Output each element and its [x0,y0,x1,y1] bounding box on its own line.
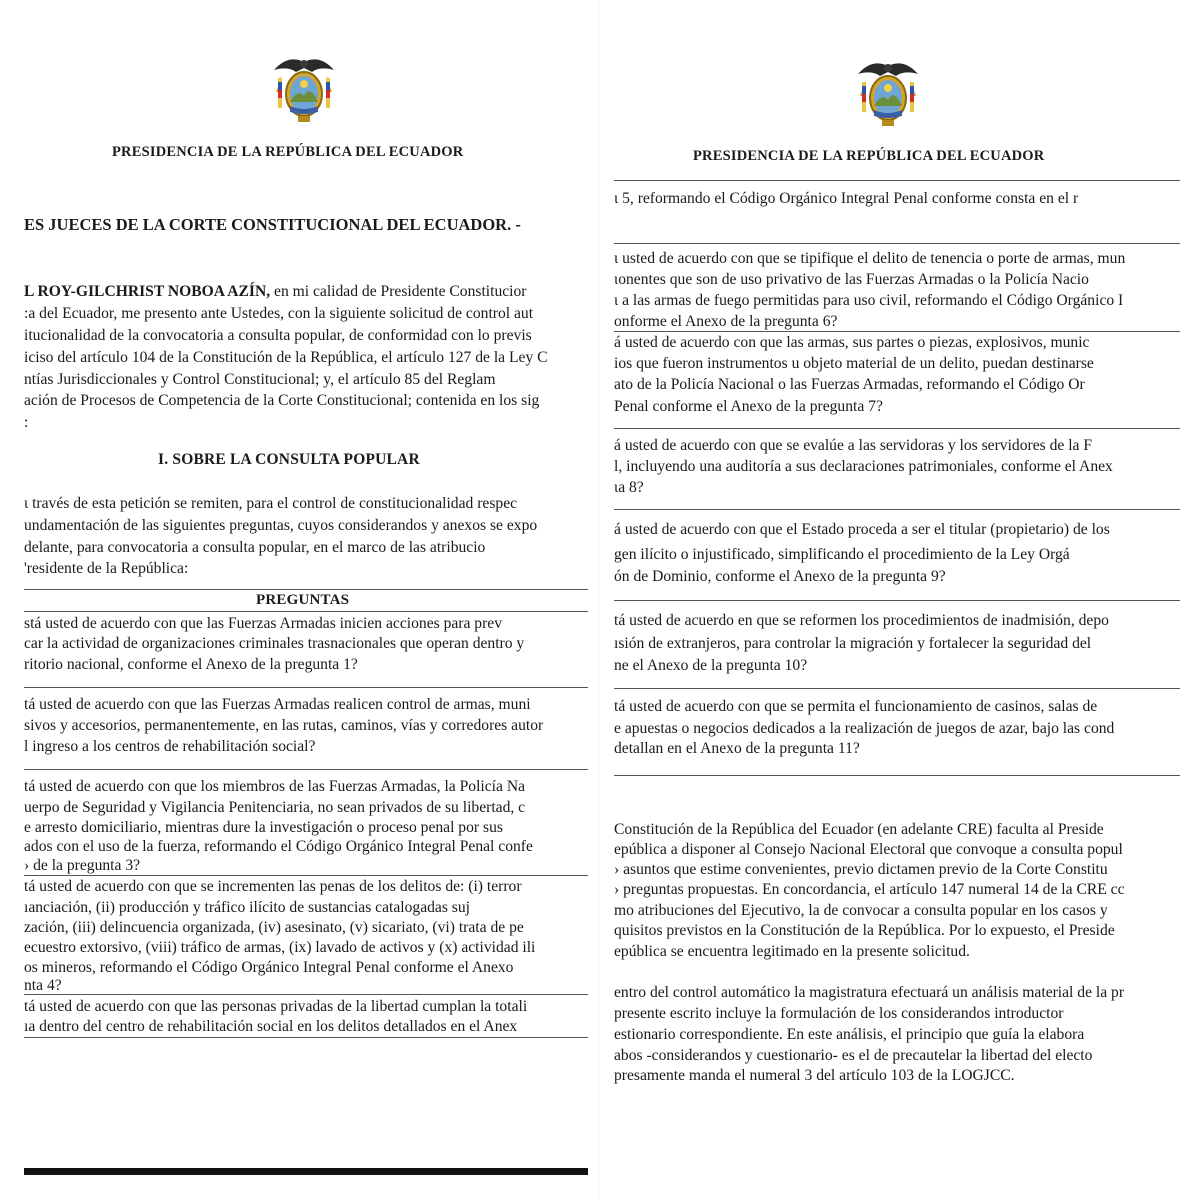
question-4-line: ıanciación, (ii) producción y tráfico ilícito de sustancias catalogadas suj [24,899,470,916]
section-line: delante, para convocatoria a consulta popular, en el marco de las atribucio [24,539,486,556]
ecuador-coat-of-arms-icon [268,52,340,126]
paragraph-1-line: Constitución de la República del Ecuador (en adelante CRE) faculta al Preside [614,821,1104,838]
question-3-line: uerpo de Seguridad y Vigilancia Penitenciaria, no sean privados de su libertad, c [24,799,526,816]
paragraph-2-line: estionario correspondiente. En este análisis, el principio que guía la elabora [614,1026,1085,1043]
question-6-line: ι a las armas de fuego permitidas para uso civil, reformando el Código Orgánico I [614,292,1124,309]
question-4-line: nta 4? [24,977,62,994]
question-8-line: á usted de acuerdo con que se evalúe a las servidoras y los servidores de la F [614,437,1093,454]
paragraph-2-line: entro del control automático la magistratura efectuará un análisis material de la pr [614,984,1125,1001]
intro-line: : [24,414,29,431]
paragraph-1-line: epública se encuentra legitimado en la presente solicitud. [614,943,970,960]
question-10-line: ne el Anexo de la pregunta 10? [614,657,808,674]
intro-line: ación de Procesos de Competencia de la Corte Constitucional; contenida en los sig [24,392,540,409]
right-document-page [600,0,1200,1200]
question-7-line: Penal conforme el Anexo de la pregunta 7? [614,398,883,415]
table-rule [614,428,1180,429]
question-1-line: stá usted de acuerdo con que las Fuerzas Armadas inicien acciones para prev [24,615,503,632]
question-9-line: ón de Dominio, conforme el Anexo de la pregunta 9? [614,568,946,585]
paragraph-1-line: mo atribuciones del Ejecutivo, la de convocar a consulta popular en los casos y [614,902,1108,919]
table-header: PREGUNTAS [256,592,350,608]
question-8-line: ιa 8? [614,479,644,496]
table-rule [614,180,1180,181]
intro-line: :a del Ecuador, me presento ante Ustedes, con la siguiente solicitud de control aut [24,305,534,322]
question-8-line: l, incluyendo una auditoría a sus declaraciones patrimoniales, conforme el Anex [614,458,1113,475]
question-4-line: os mineros, reformando el Código Orgánico Integral Penal conforme el Anexo [24,959,514,976]
page-header: PRESIDENCIA DE LA REPÚBLICA DEL ECUADOR [693,148,1045,164]
paragraph-2-line: presamente manda el numeral 3 del artículo 103 de la LOGJCC. [614,1067,1015,1084]
question-4-line: zación, (iii) delincuencia organizada, (iv) asesinato, (v) sicariato, (vi) trata de pe [24,919,524,936]
intro-line: iciso del artículo 104 de la Constitución de la República, el artículo 127 de la Ley C [24,349,548,366]
question-2-line: sivos y accesorios, permanentemente, en las rutas, caminos, vías y corredores autor [24,717,544,734]
question-5-continued-line: ι 5, reformando el Código Orgánico Integral Penal conforme consta en el r [614,190,1079,207]
petitioner-name: L ROY-GILCHRIST NOBOA AZÍN, [24,283,271,300]
paragraph-1-line: epública a disponer al Consejo Nacional Electoral que convoque a consulta popul [614,841,1123,858]
table-rule [614,775,1180,776]
intro-line: L ROY-GILCHRIST NOBOA AZÍN, en mi calidad de Presidente Constitucior [24,283,527,300]
question-7-line: ios que fueron instrumentos u objeto material de un delito, puedan destinarse [614,355,1094,372]
table-rule [614,509,1180,510]
question-4-line: tá usted de acuerdo con que se incrementen las penas de los delitos de: (i) terror [24,878,522,895]
question-9-line: gen ilícito o injustificado, simplificando el procedimiento de la Ley Orgá [614,546,1070,563]
paragraph-1-line: › asuntos que estime convenientes, previo dictamen previo de la Corte Constitu [614,861,1108,878]
question-2-line: l ingreso a los centros de rehabilitación social? [24,738,316,755]
question-6-line: onforme el Anexo de la pregunta 6? [614,313,838,330]
question-11-line: tá usted de acuerdo con que se permita el funcionamiento de casinos, salas de [614,698,1098,715]
question-6-line: ιonentes que son de uso privativo de las Fuerzas Armadas o la Policía Nacio [614,271,1089,288]
section-line: undamentación de las siguientes preguntas, cuyos considerandos y anexos se expo [24,517,538,534]
ecuador-coat-of-arms-icon [852,56,924,130]
page-header: PRESIDENCIA DE LA REPÚBLICA DEL ECUADOR [112,144,464,160]
question-4-line: ecuestro extorsivo, (viii) tráfico de armas, (ix) lavado de activos y (x) actividad ili [24,939,536,956]
page-edge-bar [24,1168,588,1175]
question-5-line: ıa dentro del centro de rehabilitación social en los delitos detallados en el Anex [24,1018,518,1035]
table-rule [614,243,1180,244]
question-1-line: car la actividad de organizaciones criminales trasnacionales que operan dentro y [24,635,525,652]
table-rule [614,600,1180,601]
table-rule [24,769,588,770]
question-3-line: e arresto domiciliario, mientras dure la investigación o proceso penal por sus [24,819,503,836]
table-rule [24,687,588,688]
section-title: I. SOBRE LA CONSULTA POPULAR [158,451,420,468]
table-rule [24,611,588,612]
question-5-line: tá usted de acuerdo con que las personas privadas de la libertad cumplan la totali [24,998,528,1015]
table-rule [24,589,588,590]
table-rule [24,875,588,876]
question-3-line: tá usted de acuerdo con que los miembros de las Fuerzas Armadas, la Policía Na [24,778,526,795]
question-6-line: ι usted de acuerdo con que se tipifique el delito de tenencia o porte de armas, mun [614,250,1126,267]
section-line: ι través de esta petición se remiten, para el control de constitucionalidad respec [24,495,518,512]
paragraph-2-line: abos -considerandos y cuestionario- es el de precautelar la libertad del electo [614,1047,1093,1064]
addressee-line: ES JUECES DE LA CORTE CONSTITUCIONAL DEL ECUADOR. - [24,215,521,234]
question-3-line: ados con el uso de la fuerza, reformando el Código Orgánico Integral Penal confe [24,838,533,855]
paragraph-1-line: › preguntas propuestas. En concordancia, el artículo 147 numeral 14 de la CRE cc [614,881,1125,898]
question-10-line: tá usted de acuerdo en que se reformen los procedimientos de inadmisión, depo [614,612,1109,629]
question-9-line: á usted de acuerdo con que el Estado proceda a ser el titular (propietario) de los [614,521,1110,538]
question-11-line: e apuestas o negocios dedicados a la realización de juegos de azar, bajo las cond [614,720,1115,737]
question-2-line: tá usted de acuerdo con que las Fuerzas Armadas realicen control de armas, muni [24,696,531,713]
question-10-line: ısión de extranjeros, para controlar la migración y fortalecer la seguridad del [614,635,1092,652]
table-rule [614,331,1180,332]
table-rule [24,994,588,995]
question-7-line: ato de la Policía Nacional o las Fuerzas Armadas, reformando el Código Or [614,376,1085,393]
intro-line: itucionalidad de la convocatoria a consulta popular, de conformidad con lo previs [24,327,532,344]
question-3-line: › de la pregunta 3? [24,857,141,874]
paragraph-2-line: presente escrito incluye la formulación de los considerandos introductor [614,1005,1064,1022]
table-rule [614,688,1180,689]
intro-line: ntías Jurisdiccionales y Control Constitucional; y, el artículo 85 del Reglam [24,371,496,388]
table-rule [24,1037,588,1038]
question-11-line: detallan en el Anexo de la pregunta 11? [614,740,860,757]
section-line: 'residente de la República: [24,560,189,577]
question-1-line: ritorio nacional, conforme el Anexo de la pregunta 1? [24,656,358,673]
question-7-line: á usted de acuerdo con que las armas, sus partes o piezas, explosivos, munic [614,334,1090,351]
paragraph-1-line: quisitos previstos en la Constitución de la República. Por lo expuesto, el Preside [614,922,1115,939]
